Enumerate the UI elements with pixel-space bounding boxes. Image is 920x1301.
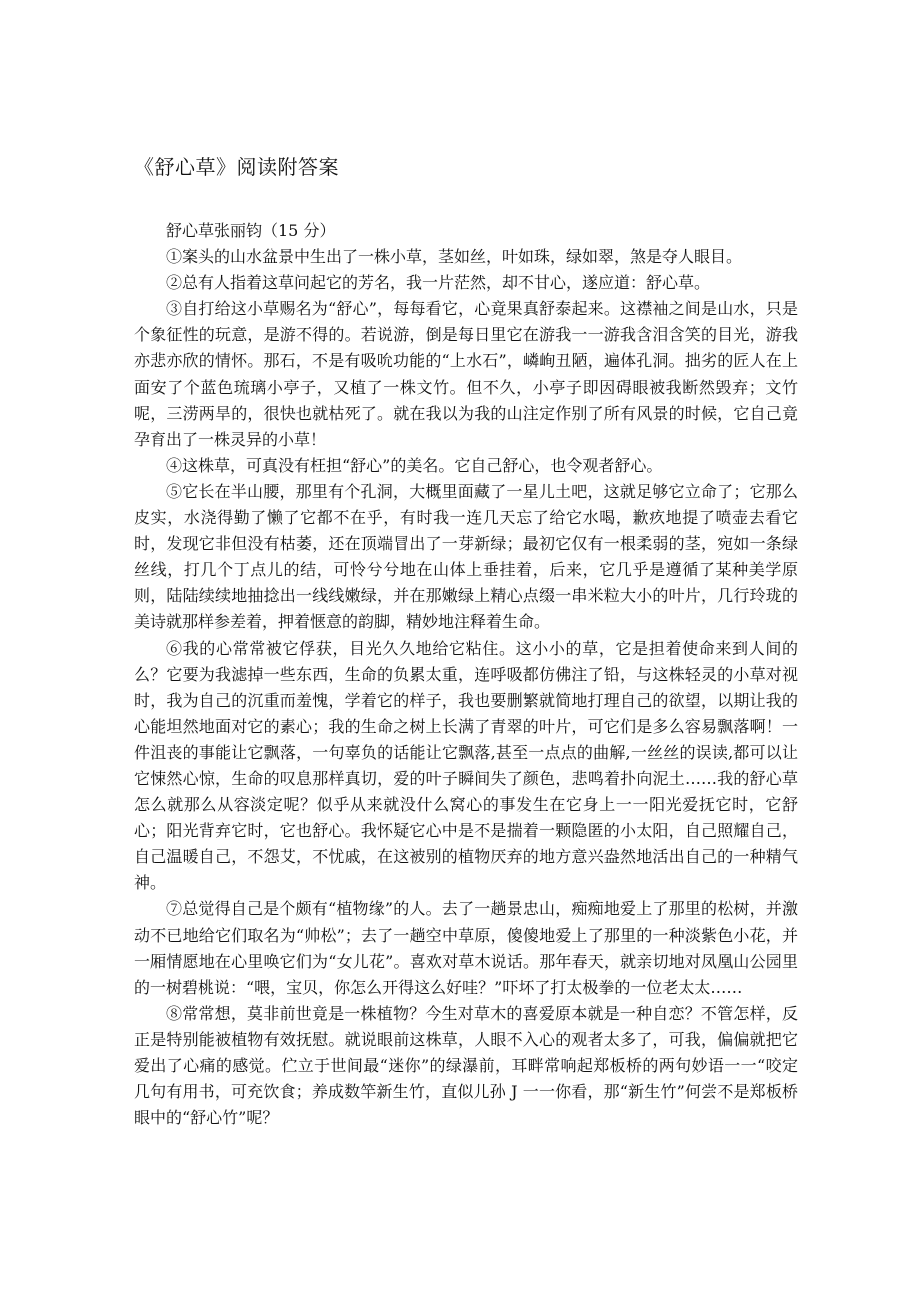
paragraph-4: ④这株草，可真没有枉担“舒心”的美名。它自己舒心，也令观者舒心。 — [166, 455, 663, 475]
paragraph-8: ⑧常常想，莫非前世竟是一株植物？今生对草木的喜爱原本就是一种自恋？不管怎样，反正是特别能被植物有效抚慰。就说眼前这株草，人眼不入心的观者太多了，可我，偏偏就把它爱出了心痛的感觉。伫立于世间最“迷你”的绿瀑前，耳畔常响起郑板桥的两句妙语一一“咬定几句有用书，可充饮食；养成数竿新生竹，直似儿孙 J 一一你看，那“新生竹”何尝不是郑板桥眼中的“舒心竹”呢？ — [134, 1003, 798, 1128]
paragraph-3: ③自打给这小草赐名为“舒心”，每每看它，心竟果真舒泰起来。这襟袖之间是山水，只是个象征性的玩意，是游不得的。若说游，倒是每日里它在游我一一游我含泪含笑的目光，游我亦悲亦欣的情怀。那石，不是有吸吮功能的“上水石”，嶙峋丑陋，遍体孔洞。拙劣的匠人在上面安了个蓝色琉璃小亭子，又植了一株文竹。但不久，小亭子即因碍眼被我断然毁弃；文竹呢，三涝两旱的，很快也就枯死了。就在我以为我的山注定作别了所有风景的时候，它自己竟孕育出了一株灵异的小草！ — [134, 299, 798, 449]
article-subtitle: 舒心草张丽钧（15 分） — [166, 221, 336, 240]
paragraph-5: ⑤它长在半山腰，那里有个孔洞，大概里面藏了一星儿土吧，这就足够它立命了；它那么皮实，水浇得勤了懒了它都不在乎，有时我一连几天忘了给它水喝，歉疚地提了喷壶去看它时，发现它非但没有枯萎，还在顶端冒出了一芽新绿；最初它仅有一根柔弱的茎，宛如一条绿丝线，打几个丁点儿的结，可怜兮兮地在山体上垂挂着，后来，它几乎是遵循了某种美学原则，陆陆续续地抽捻出一线线嫩绿，并在那嫩绿上精心点缀一串米粒大小的叶片，几行玲珑的美诗就那样参差着，押着惬意的韵脚，精妙地注释着生命。 — [134, 481, 798, 632]
paragraph-7: ⑦总觉得自己是个颇有“植物缘”的人。去了一趟景忠山，痴痴地爱上了那里的松树，并激动不已地给它们取名为“帅松”；去了一趟空中草原，傻傻地爱上了那里的一种淡紫色小花，并一厢情愿地在心里唤它们为“女儿花”。喜欢对草木说话。那年春天，就亲切地对凤凰山公园里的一树碧桃说：“喂，宝贝，你怎么开得这么好哇？”吓坏了打太极拳的一位老太太…… — [134, 899, 798, 997]
document-title: 《舒心草》阅读附答案 — [134, 155, 339, 179]
article-body — [134, 218, 798, 1131]
paragraph-6: ⑥我的心常常被它俘获，目光久久地给它粘住。这小小的草，它是担着使命来到人间的么？它要为我滤掉一些东西，生命的负累太重，连呼吸都仿佛注了铅，与这株轻灵的小草对视时，我为自己的沉重而羞愧，学着它的样子，我也要删繁就简地打理自己的欲望，以期让我的心能坦然地面对它的素心；我的生命之树上长满了青翠的叶片，可它们是多么容易飘落啊！一件沮丧的事能让它飘落，一句辜负的话能让它飘落,甚至一点点的曲解,一丝丝的误读,都可以让它悚然心惊，生命的叹息那样真切，爱的叶子瞬间失了颜色，悲鸣着扑向泥土……我的舒心草怎么就那么从容淡定呢？似乎从来就没什么窝心的事发生在它身上一一阳光爱抚它时，它舒心；阳光背弃它时，它也舒心。我怀疑它心中是不是揣着一颗隐匿的小太阳，自己照耀自己，自己温暖自己，不怨艾，不忧戚，在这被别的植物厌弃的地方意兴盎然地活出自己的一种精气神。 — [134, 638, 798, 893]
paragraph-1: ①案头的山水盆景中生出了一株小草，茎如丝，叶如珠，绿如翠，煞是夺人眼目。 — [166, 247, 743, 267]
paragraph-2: ②总有人指着这草问起它的芳名，我一片茫然，却不甘心，遂应道：舒心草。 — [166, 273, 711, 293]
